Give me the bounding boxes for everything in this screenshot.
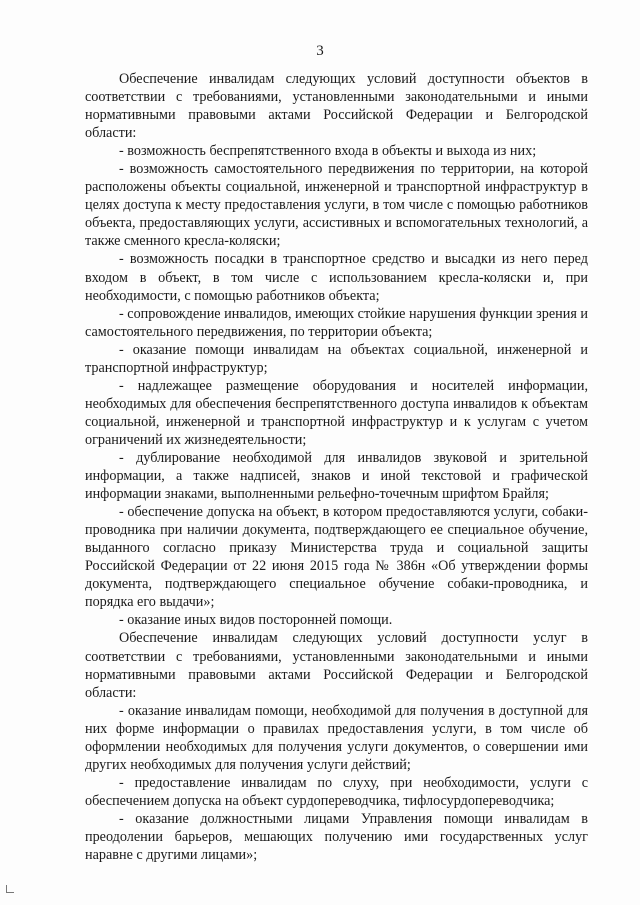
paragraph-assistance-on-objects: - оказание помощи инвалидам на объектах социальной, инженерной и транспортной инфраструктур; — [85, 341, 588, 376]
paragraph-escort: - сопровождение инвалидов, имеющих стойкие нарушения функции зрения и самостоятельного передвижения, по территории объекта; — [85, 305, 588, 340]
paragraph-sign-interpreter: - предоставление инвалидам по слуху, при необходимости, услуги с обеспечением допуска на объект сурдопереводчика, тифлосурдопереводчика; — [85, 774, 588, 809]
paragraph-officials-assistance: - оказание должностными лицами Управления помощи инвалидам в преодолении барьеров, мешающих получению ими государственных услуг наравне с другими лицами»; — [85, 810, 588, 864]
paragraph-information-help: - оказание инвалидам помощи, необходимой для получения в доступной для них форме информации о правилах предоставления услуги, в том числе об оформлении необходимых для получения услуги документов, о совершении ими других необходимых для получения услуги действий; — [85, 702, 588, 773]
paragraph-braille-duplication: - дублирование необходимой для инвалидов звуковой и зрительной информации, а также надписей, знаков и иной текстовой и графической информации знаками, выполненными рельефно-точечным шрифтом Брайля; — [85, 449, 588, 503]
scan-corner-mark — [6, 885, 14, 893]
paragraph-guide-dog: - обеспечение допуска на объект, в котором предоставляются услуги, собаки-проводника при наличии документа, подтверждающего ее специальное обучение, выданного согласно приказу Министерства труда и социальной защиты Российской Федерации от 22 июня 2015 года № 386н «Об утверждении формы документа, подтверждающего специальное обучение собаки-проводника, и порядка его выдачи»; — [85, 504, 588, 611]
paragraph-other-help: - оказание иных видов посторонней помощи. — [119, 612, 393, 629]
paragraph-equipment-placement: - надлежащее размещение оборудования и носителей информации, необходимых для обеспечения беспрепятственного доступа инвалидов к объектам социальной, инженерной и транспортной инфраструктур и к услугам с учетом ограничений их жизнедеятельности; — [85, 377, 588, 448]
paragraph-independent-movement: - возможность самостоятельного передвижения по территории, на которой расположены объекты социальной, инженерной и транспортной инфраструктур в целях доступа к месту предоставления услуги, в том числе с помощью работников объекта, предоставляющих услуги, ассистивных и вспомогательных технологий, а также сменного кресла-коляски; — [85, 161, 588, 250]
document-body — [85, 70, 588, 864]
paragraph-vehicle-boarding: - возможность посадки в транспортное средство и высадки из него перед входом в объект, в том числе с использованием кресла-коляски и, при необходимости, с помощью работников объекта; — [85, 251, 588, 304]
paragraph-object-accessibility-intro: Обеспечение инвалидам следующих условий доступности объектов в соответствии с требованиями, установленными законодательными и иными нормативными правовыми актами Российской Федерации и Белгородской области: — [85, 71, 588, 142]
page-number: 3 — [316, 43, 324, 59]
paragraph-service-accessibility-intro: Обеспечение инвалидам следующих условий доступности услуг в соответствии с требованиями, установленными законодательными и иными нормативными правовыми актами Российской Федерации и Белгородской области: — [85, 630, 588, 701]
paragraph-barrier-free-entry: - возможность беспрепятственного входа в объекты и выхода из них; — [119, 143, 537, 160]
